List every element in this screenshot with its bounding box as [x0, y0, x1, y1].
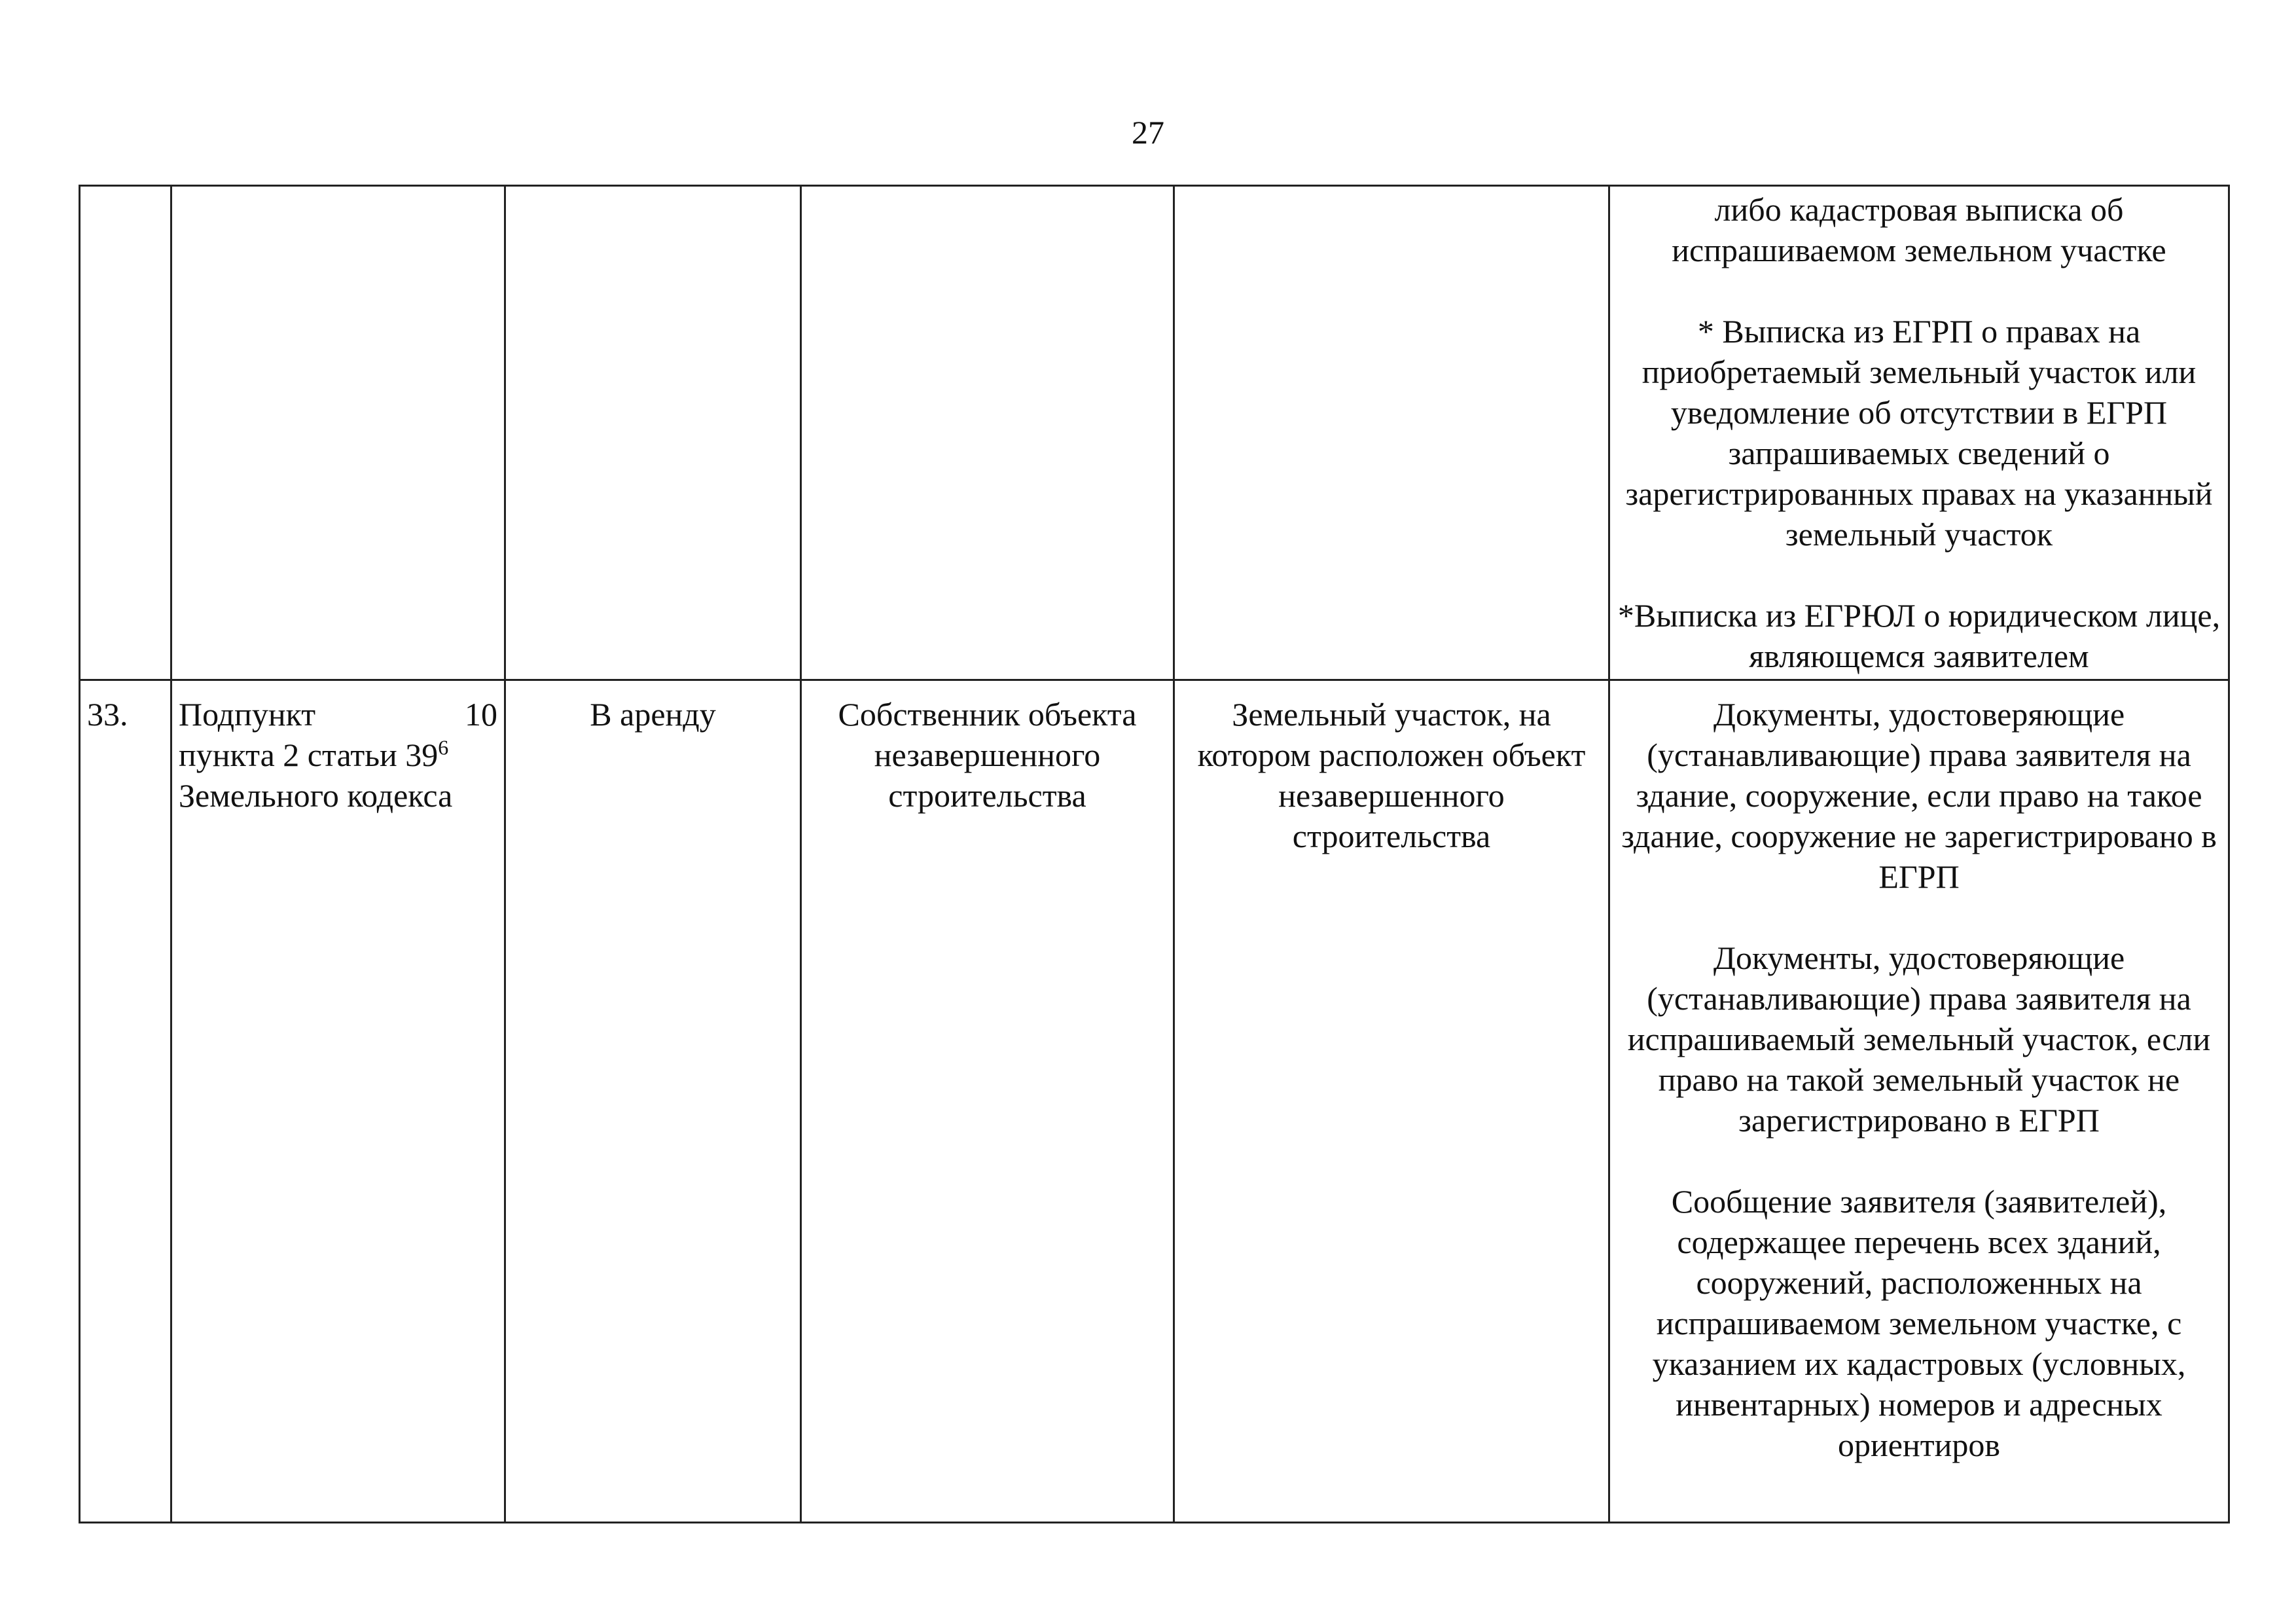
page-number: 27	[1132, 114, 1164, 151]
table-row-33	[80, 680, 2229, 1523]
cell-applicant: Собственник объекта незавершенного строительства	[801, 680, 1174, 1523]
reference-article: пункта 2 статьи 39	[179, 737, 439, 773]
document-item: Сообщение заявителя (заявителей), содержащее перечень всех зданий, сооружений, расположенных на испрашиваемом земельном участке, с указанием их кадастровых (условных, инвентарных) номеров и адресных ориентиров	[1652, 1183, 2186, 1463]
document-item: Документы, удостоверяющие (устанавливающие) права заявителя на здание, сооружение, если право на такое здание, сооружение не зарегистрировано в ЕГРП	[1621, 696, 2217, 895]
cell-right-type-empty	[505, 186, 801, 680]
document-item: либо кадастровая выписка об испрашиваемом земельном участке	[1672, 191, 2166, 268]
cell-land-plot: Земельный участок, на котором расположен объект незавершенного строительства	[1174, 680, 1609, 1523]
table-row-continued	[80, 186, 2229, 680]
document-item: *Выписка из ЕГРЮЛ о юридическом лице, являющемся заявителем	[1617, 597, 2221, 674]
document-item: Документы, удостоверяющие (устанавливающие) права заявителя на испрашиваемый земельный участок, если право на такой земельный участок не зарегистрировано в ЕГРП	[1627, 939, 2211, 1139]
reference-line-1	[179, 694, 497, 735]
document-item: * Выписка из ЕГРП о правах на приобретаемый земельный участок или уведомление об отсутствии в ЕГРП запрашиваемых сведений о зарегистрированных правах на указанный земельный участок	[1625, 313, 2213, 553]
reference-number: 10	[465, 696, 497, 733]
reference-word: Подпункт	[179, 696, 316, 733]
cell-documents-continued	[1609, 186, 2229, 680]
cell-land-plot-empty	[1174, 186, 1609, 680]
cell-reference-empty	[171, 186, 505, 680]
cell-applicant-empty	[801, 186, 1174, 680]
land-documents-table	[79, 185, 2230, 1523]
reference-line-2	[179, 735, 497, 775]
cell-documents	[1609, 680, 2229, 1523]
article-superscript: 6	[438, 735, 449, 759]
cell-right-type: В аренду	[505, 680, 801, 1523]
cell-row-number: 33.	[80, 680, 171, 1523]
reference-line-3: Земельного кодекса	[179, 777, 453, 814]
cell-legal-reference	[171, 680, 505, 1523]
cell-number-empty	[80, 186, 171, 680]
